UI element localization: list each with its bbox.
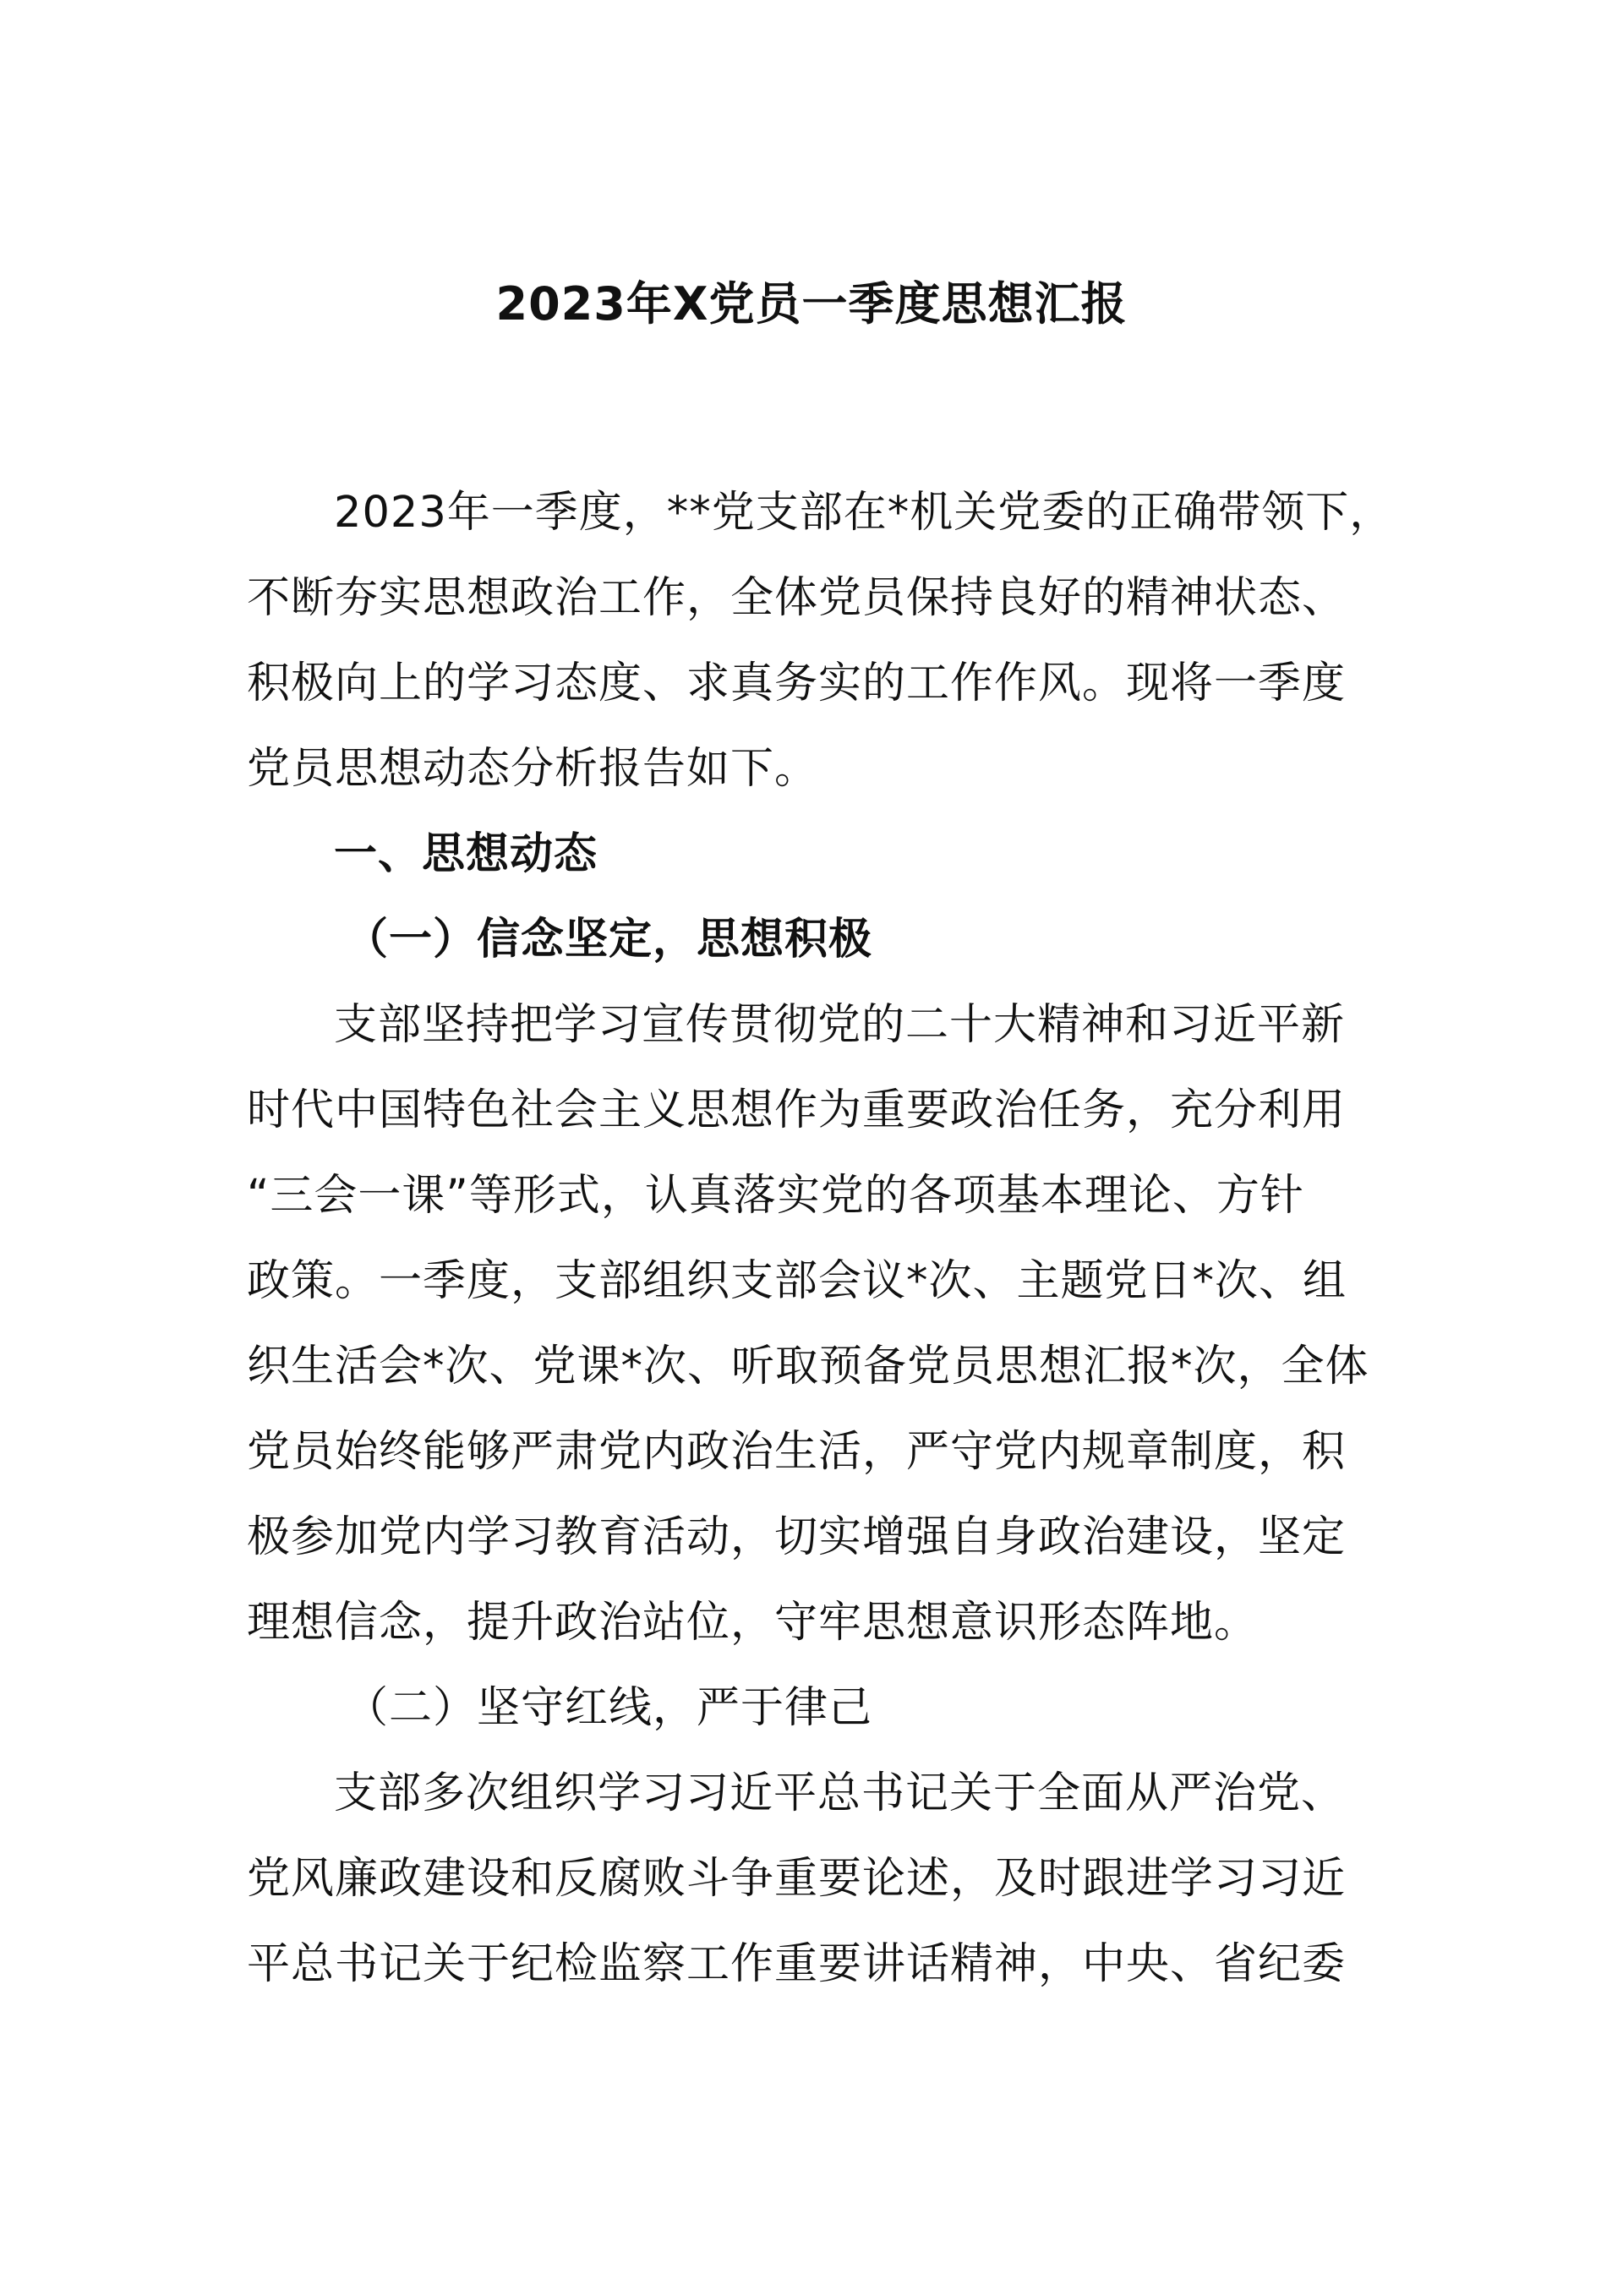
paragraph-1-line-1: 2023年一季度，**党支部在*机关党委的正确带领下，: [334, 488, 1394, 538]
document-title: 2023年X党员一季度思想汇报: [495, 277, 1128, 331]
subsection-heading-2: （二）坚守红线，严于律己: [345, 1683, 873, 1733]
paragraph-2-line-7: 极参加党内学习教育活动，切实增强自身政治建设，坚定: [247, 1512, 1347, 1562]
paragraph-2-line-5: 织生活会*次、党课*次、听取预备党员思想汇报*次，全体: [247, 1342, 1369, 1391]
paragraph-2-line-1: 支部坚持把学习宣传贯彻党的二十大精神和习近平新: [334, 1000, 1346, 1050]
paragraph-3-line-1: 支部多次组织学习习近平总书记关于全面从严治党、: [334, 1768, 1346, 1818]
subsection-heading-1: （一）信念坚定，思想积极: [345, 915, 873, 965]
paragraph-2-line-3: “三会一课”等形式，认真落实党的各项基本理论、方针: [247, 1171, 1304, 1221]
paragraph-1-line-2: 不断夯实思想政治工作，全体党员保持良好的精神状态、: [247, 573, 1347, 623]
paragraph-3-line-2: 党风廉政建设和反腐败斗争重要论述，及时跟进学习习近: [247, 1854, 1347, 1904]
paragraph-2-line-2: 时代中国特色社会主义思想作为重要政治任务，充分利用: [247, 1085, 1347, 1135]
paragraph-3-line-3: 平总书记关于纪检监察工作重要讲话精神，中央、省纪委: [247, 1939, 1347, 1989]
paragraph-2-line-6: 党员始终能够严肃党内政治生活，严守党内规章制度，积: [247, 1427, 1347, 1477]
paragraph-2-line-4: 政策。一季度，支部组织支部会议*次、主题党日*次、组: [247, 1256, 1347, 1306]
paragraph-1-line-4: 党员思想动态分析报告如下。: [247, 744, 819, 794]
paragraph-1-line-3: 积极向上的学习态度、求真务实的工作作风。现将一季度: [247, 659, 1347, 708]
section-heading-1: 一、思想动态: [334, 829, 598, 879]
paragraph-2-line-8: 理想信念，提升政治站位，守牢思想意识形态阵地。: [247, 1598, 1259, 1648]
